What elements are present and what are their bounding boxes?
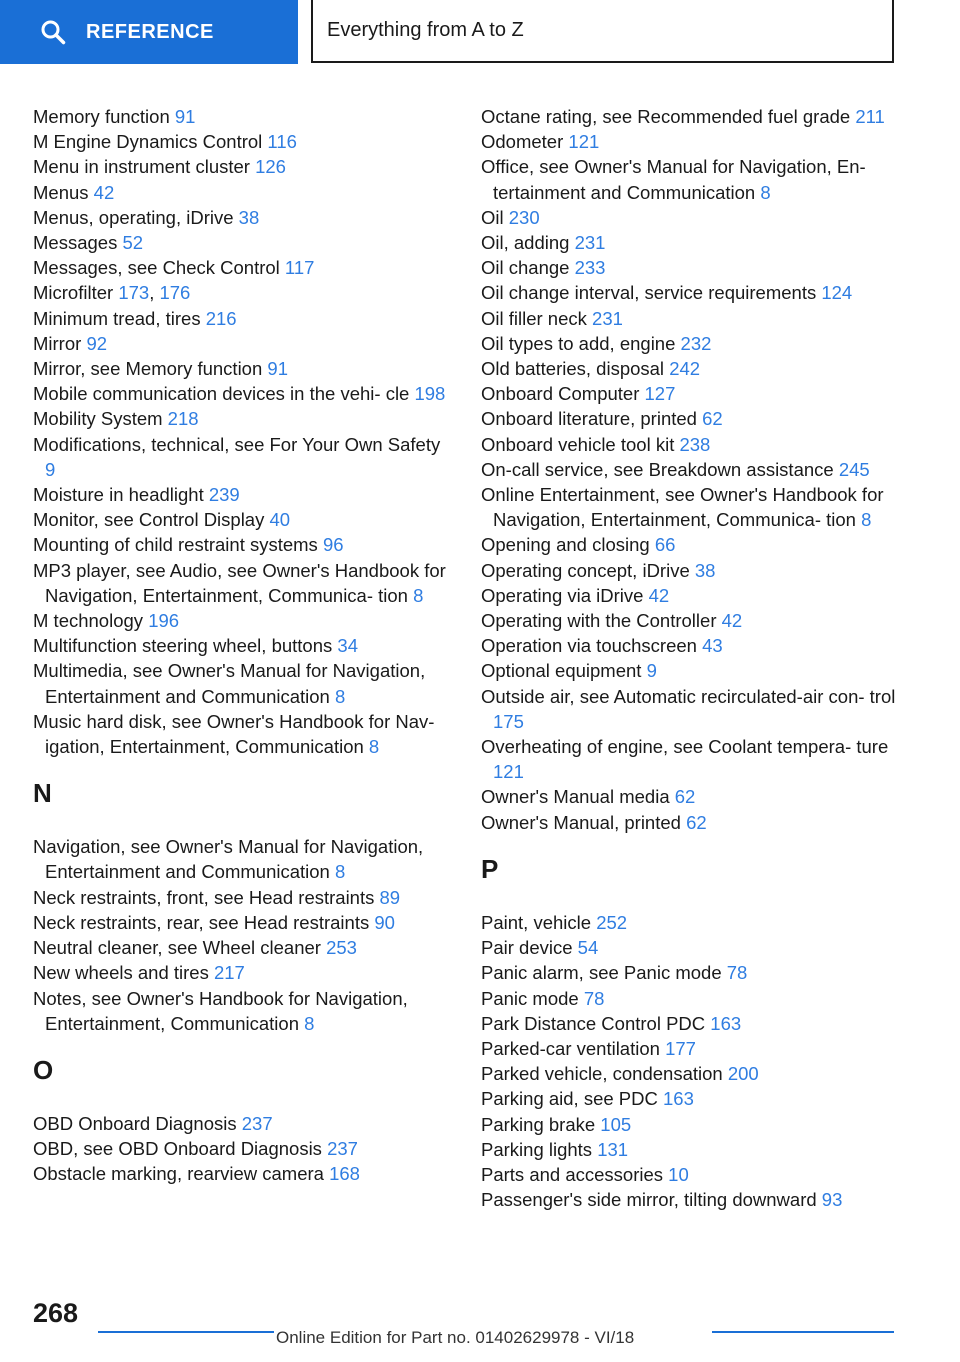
page-reference-link[interactable]: 8	[335, 861, 346, 883]
page-reference-link[interactable]: 78	[726, 962, 748, 984]
index-entry-term: Oil, adding	[481, 232, 570, 254]
index-entry	[33, 104, 448, 129]
page-reference-link[interactable]: 52	[122, 232, 144, 254]
index-entry	[481, 734, 901, 784]
index-entry	[33, 960, 448, 985]
index-entry-term: Parked-car ventilation	[481, 1037, 660, 1059]
index-entry-term: Menus	[33, 181, 89, 203]
page-reference-link[interactable]: 42	[93, 181, 115, 203]
index-entry	[33, 406, 448, 431]
index-entry-term: Memory function	[33, 106, 170, 127]
index-entry	[481, 608, 901, 633]
page-reference-link[interactable]: 173	[118, 282, 150, 304]
index-entry-term: Oil	[481, 206, 504, 228]
index-entry	[33, 306, 448, 331]
index-entry	[33, 910, 448, 935]
page-reference-link[interactable]: 8	[304, 1012, 315, 1034]
section-title: Everything from A to Z	[311, 0, 894, 63]
index-entry-term: Mobile communication devices in the vehi‐ cle	[33, 383, 410, 405]
index-entry	[33, 154, 448, 179]
index-entry-term: Operating via iDrive	[481, 584, 644, 606]
index-entry-term: Music hard disk, see Owner's Handbook for Nav‐ igation, Entertainment, Communication	[33, 710, 435, 758]
index-entry-term: Minimum tread, tires	[33, 307, 201, 329]
page-reference-link[interactable]: 9	[646, 660, 657, 682]
index-entry-term: Menu in instrument cluster	[33, 156, 250, 178]
index-entry-term: Notes, see Owner's Handbook for Navigation, Entertainment, Communication	[33, 987, 408, 1034]
index-entry-term: Oil types to add, engine	[481, 332, 676, 354]
index-entry-term: OBD, see OBD Onboard Diagnosis	[33, 1138, 322, 1160]
index-entry	[33, 633, 448, 658]
page-reference-link[interactable]: 8	[335, 685, 346, 707]
index-entry	[481, 1061, 901, 1086]
page-reference-link[interactable]: 8	[368, 736, 380, 758]
index-column-right	[481, 104, 901, 1212]
page-reference-link[interactable]: 62	[702, 408, 723, 430]
index-entry-term: Onboard vehicle tool kit	[481, 433, 675, 455]
page-header	[0, 0, 960, 66]
index-entry-term: Menus, operating, iDrive	[33, 206, 234, 228]
index-entry	[481, 784, 901, 809]
index-entry	[481, 583, 901, 608]
index-entry	[481, 960, 901, 985]
index-entry	[481, 205, 901, 230]
index-entry	[481, 986, 901, 1011]
page-reference-link[interactable]: 62	[674, 786, 696, 808]
index-entry	[481, 129, 901, 154]
page-reference-link[interactable]: 9	[45, 458, 56, 480]
page-reference-link[interactable]: 91	[174, 106, 196, 127]
page-reference-link[interactable]: 217	[213, 962, 245, 984]
page-reference-link[interactable]: 116	[267, 131, 297, 153]
footer-edition: Online Edition for Part no. 01402629978 - VI/18	[276, 1328, 635, 1347]
index-entry-term: OBD Onboard Diagnosis	[33, 1112, 237, 1134]
index-entry	[33, 1111, 448, 1136]
page-reference-link[interactable]: 34	[337, 635, 358, 657]
index-entry	[33, 1161, 448, 1186]
index-entry-term: Navigation, see Owner's Manual for Navigation, Entertainment and Communication	[33, 836, 424, 883]
index-entry-term: Online Entertainment, see Owner's Handbook for Navigation, Entertainment, Communica‐ tion	[481, 484, 884, 531]
index-entry-term: Mirror	[33, 332, 82, 354]
index-entry	[481, 910, 901, 935]
page-reference-link[interactable]: 237	[327, 1138, 358, 1160]
index-entry-term: M Engine Dynamics Control	[33, 131, 263, 153]
index-entry	[33, 129, 448, 154]
index-entry-term: Oil filler neck	[481, 307, 587, 329]
page-reference-link[interactable]: 96	[322, 534, 344, 556]
index-entry-term: Multifunction steering wheel, buttons	[33, 635, 333, 657]
page-reference-link[interactable]: 232	[680, 332, 712, 354]
index-entry-term: Messages, see Check Control	[33, 257, 280, 279]
index-entry	[481, 658, 901, 683]
index-entry	[481, 1036, 901, 1061]
page-reference-link[interactable]: 78	[583, 987, 605, 1009]
index-entry	[33, 230, 448, 255]
index-column-left	[33, 104, 448, 1187]
page-reference-link[interactable]: 231	[592, 307, 623, 329]
index-entry	[481, 1137, 901, 1162]
index-entry	[481, 255, 901, 280]
index-entry-term: Mounting of child restraint systems	[33, 534, 318, 556]
index-entry-term: Mirror, see Memory function	[33, 358, 263, 380]
page-reference-link[interactable]: 239	[208, 484, 240, 506]
index-entry-term: Neck restraints, rear, see Head restraints	[33, 911, 370, 933]
page-reference-link[interactable]: 252	[596, 911, 628, 933]
index-entry	[481, 381, 901, 406]
index-entry	[33, 432, 448, 482]
index-entry-term: Onboard Computer	[481, 383, 640, 405]
index-entry	[33, 356, 448, 381]
index-entry	[481, 532, 901, 557]
magnifier-icon	[40, 19, 66, 45]
page-reference-link[interactable]: 121	[493, 761, 524, 783]
page-reference-link[interactable]: 253	[326, 937, 357, 959]
index-entry	[481, 457, 901, 482]
index-entry-term: Panic alarm, see Panic mode	[481, 962, 722, 984]
page-reference-link[interactable]: 117	[284, 257, 315, 279]
index-entry	[481, 230, 901, 255]
index-entry-term: Owner's Manual, printed	[481, 811, 681, 833]
index-entry-term: Parking aid, see PDC	[481, 1088, 658, 1110]
index-entry-term: Pair device	[481, 937, 573, 959]
index-entry	[33, 381, 448, 406]
page-reference-link[interactable]: 211	[855, 106, 885, 127]
page-reference-link[interactable]: 90	[374, 911, 395, 933]
page-reference-link[interactable]: 8	[413, 584, 424, 606]
index-entry-term: Odometer	[481, 131, 564, 153]
index-entry	[33, 935, 448, 960]
index-entry	[33, 205, 448, 230]
page-reference-link[interactable]: 89	[379, 886, 401, 908]
index-entry-term: Moisture in headlight	[33, 484, 204, 506]
index-letter-heading: O	[33, 1054, 54, 1085]
index-entry-term: Panic mode	[481, 987, 579, 1009]
page-reference-link[interactable]: 163	[710, 1012, 742, 1034]
page-reference-link[interactable]: 245	[838, 458, 870, 480]
index-entry-term: Mobility System	[33, 408, 163, 430]
page-reference-link[interactable]: 66	[654, 534, 676, 556]
index-letter-heading: P	[481, 853, 499, 884]
reference-tab[interactable]	[0, 0, 298, 64]
index-entry	[481, 633, 901, 658]
index-entry	[33, 885, 448, 910]
page-reference-link[interactable]: 91	[267, 358, 288, 380]
index-letter-heading: N	[33, 778, 52, 809]
index-entry-term: MP3 player, see Audio, see Owner's Handbook for Navigation, Entertainment, Communica‐ tion	[33, 559, 446, 606]
page-reference-link[interactable]: 40	[269, 509, 291, 531]
index-entry-term: Operating with the Controller	[481, 610, 717, 632]
page-reference-link[interactable]: 163	[663, 1088, 694, 1110]
index-entry: Microfilter 173, 176	[33, 282, 191, 304]
page-reference-link[interactable]: 105	[600, 1113, 632, 1135]
index-entry-term: Operation via touchscreen	[481, 635, 697, 657]
page-reference-link[interactable]: 242	[669, 358, 701, 380]
index-entry-term: Opening and closing	[481, 534, 650, 556]
index-entry	[481, 558, 901, 583]
page-reference-link[interactable]: 238	[679, 433, 711, 455]
index-entry	[33, 482, 448, 507]
page-reference-link[interactable]: 175	[493, 710, 524, 732]
index-entry-term: Obstacle marking, rearview camera	[33, 1163, 324, 1185]
index-entry-term: On-call service, see Breakdown assistance	[481, 458, 834, 480]
page-reference-link[interactable]: 233	[574, 257, 606, 279]
page-reference-link[interactable]: 38	[694, 559, 716, 581]
index-entry	[481, 1162, 901, 1187]
index-entry	[481, 406, 901, 431]
index-entry-term: Old batteries, disposal	[481, 358, 665, 380]
page-reference-link[interactable]: 230	[508, 206, 540, 228]
index-entry-term: Overheating of engine, see Coolant tempera‐ ture	[481, 736, 889, 758]
page-number: 268	[33, 1298, 79, 1328]
page-reference-link[interactable]: 8	[861, 509, 872, 531]
index-entry	[481, 331, 901, 356]
page-reference-link[interactable]: 131	[597, 1138, 629, 1160]
index-entry-term: Outside air, see Automatic recirculated-air con‐ trol	[481, 685, 896, 707]
index-entry	[481, 306, 901, 331]
page-reference-link[interactable]: 42	[648, 584, 670, 606]
index-entry-term: Oil change	[481, 257, 570, 279]
page-reference-link[interactable]: 127	[644, 383, 676, 405]
page-reference-link[interactable]: 121	[568, 131, 600, 153]
index-entry-term: Multimedia, see Owner's Manual for Navigation, Entertainment and Communication	[33, 660, 426, 707]
index-entry-term: Optional equipment	[481, 660, 642, 682]
index-entry	[481, 1011, 901, 1036]
page-reference-link[interactable]: 8	[760, 181, 771, 203]
index-entry-term: Monitor, see Control Display	[33, 509, 265, 531]
index-entry	[33, 331, 448, 356]
index-entry-term: Oil change interval, service requirements	[481, 282, 817, 304]
page-reference-link[interactable]: 200	[727, 1063, 759, 1085]
index-entry	[481, 280, 901, 305]
reference-tab-label: REFERENCE	[86, 20, 214, 43]
index-entry	[33, 180, 448, 205]
index-entry-term: Parking brake	[481, 1113, 596, 1135]
index-entry-term: Modifications, technical, see For Your Own Safety	[33, 433, 441, 455]
footer-rule-left	[98, 1331, 274, 1333]
page-reference-link[interactable]: 124	[821, 282, 853, 304]
index-entry	[481, 104, 901, 129]
page-reference-link[interactable]: 218	[167, 408, 199, 430]
index-entry	[33, 834, 448, 884]
page-reference-link[interactable]: 93	[821, 1189, 843, 1211]
index-entry-term: Parking lights	[481, 1138, 593, 1160]
index-entry	[481, 1112, 901, 1137]
page-reference-link[interactable]: 176	[159, 282, 191, 304]
index-entry-term: Owner's Manual media	[481, 786, 670, 808]
page-reference-link[interactable]: 231	[574, 232, 606, 254]
index-entry	[481, 1187, 901, 1212]
page-reference-link[interactable]: 92	[86, 332, 108, 354]
index-entry	[481, 684, 901, 734]
page-reference-link[interactable]: 54	[577, 937, 599, 959]
page-reference-link[interactable]: 42	[721, 610, 743, 632]
page-reference-link[interactable]: 62	[686, 811, 707, 833]
index-entry	[481, 1086, 901, 1111]
page-reference-link[interactable]: 43	[702, 635, 723, 657]
index-entry-term: Microfilter	[33, 282, 114, 304]
page-reference-link[interactable]: 177	[665, 1037, 696, 1059]
index-entry-term: Parts and accessories	[481, 1163, 664, 1185]
index-entry	[33, 532, 448, 557]
page-reference-link[interactable]: 168	[329, 1163, 360, 1185]
index-entry	[33, 608, 448, 633]
index-entry-term: Onboard literature, printed	[481, 408, 697, 430]
index-entry-term: Neck restraints, front, see Head restraints	[33, 886, 375, 908]
index-entry	[481, 432, 901, 457]
index-entry-term: Neutral cleaner, see Wheel cleaner	[33, 937, 321, 959]
index-entry	[33, 255, 448, 280]
index-entry-term: New wheels and tires	[33, 962, 209, 984]
index-entry-term: Messages	[33, 232, 118, 254]
index-entry	[33, 1136, 448, 1161]
index-entry	[481, 935, 901, 960]
page-reference-link[interactable]: 196	[148, 610, 180, 632]
index-entry	[481, 810, 901, 835]
index-entry	[481, 356, 901, 381]
footer-rule-right	[712, 1331, 894, 1333]
page-reference-link[interactable]: 198	[414, 383, 446, 405]
page-reference-link[interactable]: 237	[241, 1112, 273, 1134]
index-entry	[33, 709, 448, 759]
index-entry-term: Operating concept, iDrive	[481, 559, 690, 581]
page-reference-link[interactable]: 38	[238, 206, 260, 228]
page-reference-link[interactable]: 126	[255, 156, 286, 178]
index-entry-term: Parked vehicle, condensation	[481, 1063, 723, 1085]
index-entry-term: Passenger's side mirror, tilting downward	[481, 1189, 817, 1211]
index-entry	[33, 658, 448, 708]
index-entry	[33, 507, 448, 532]
index-entry-term: Office, see Owner's Manual for Navigation, En‐ tertainment and Communication	[481, 156, 866, 203]
page-reference-link[interactable]: 10	[668, 1163, 689, 1185]
page-reference-link[interactable]: 216	[205, 307, 237, 329]
index-entry-term: M technology	[33, 610, 144, 632]
index-entry	[481, 154, 901, 204]
index-entry	[33, 986, 448, 1036]
index-entry	[481, 482, 901, 532]
index-entry-term: Octane rating, see Recommended fuel grade	[481, 106, 851, 127]
index-entry-term: Paint, vehicle	[481, 911, 592, 933]
index-entry	[33, 558, 448, 608]
index-entry-term: Park Distance Control PDC	[481, 1012, 706, 1034]
